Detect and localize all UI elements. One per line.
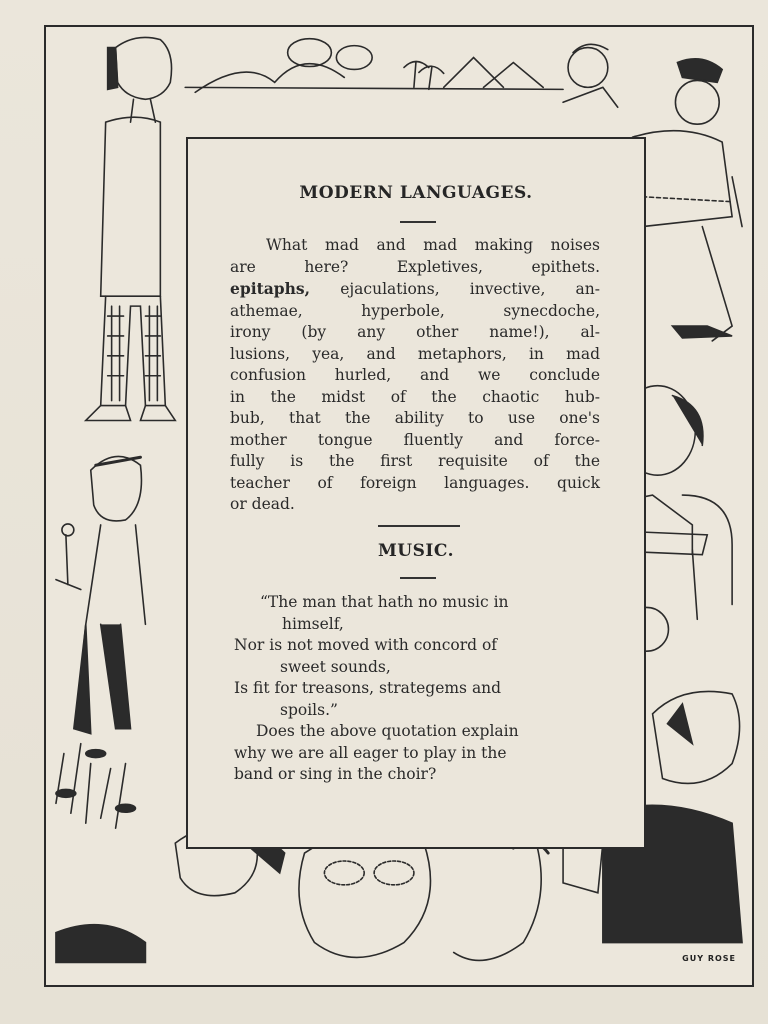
- tall-man-figure: [86, 37, 175, 420]
- crying-man-figure: [56, 456, 145, 733]
- artist-signature: GUY ROSE: [682, 954, 736, 963]
- paragraph-line: irony (by any other name!), al-: [230, 323, 600, 341]
- cartoon-border-frame: [44, 25, 754, 987]
- boy-figure: [563, 44, 618, 107]
- bold-word: epitaphs,: [230, 279, 311, 298]
- paragraph-line: fully is the first requisite of the: [230, 452, 600, 470]
- paragraph-line: athemae, hyperbole, synecdoche,: [230, 301, 600, 320]
- quote-line: himself,: [282, 614, 344, 633]
- paragraph-line: mother tongue fluently and force-: [230, 430, 600, 449]
- paragraph-line: are here? Expletives, epithets.: [230, 257, 600, 276]
- paragraph-line: bub, that the ability to use one's: [230, 409, 600, 427]
- modern-languages-paragraph: [230, 235, 600, 516]
- egypt-landscape-scene: [185, 39, 563, 93]
- question-line: Does the above quotation explain: [256, 722, 519, 740]
- question-line: band or sing in the choir?: [234, 765, 437, 783]
- text-panel: [186, 137, 646, 849]
- paragraph-line: confusion hurled, and we conclude: [230, 366, 600, 384]
- quote-line: Is fit for treasons, strategems and: [234, 679, 502, 697]
- paragraph-line: teacher of foreign languages. quick: [230, 473, 600, 492]
- paragraph-line-text: ejaculations, invective, an-: [340, 280, 600, 298]
- paragraph-line: What mad and mad making noises: [266, 236, 600, 254]
- paragraph-line: in the midst of the chaotic hub-: [230, 387, 600, 406]
- quote-line: Nor is not moved with concord of: [234, 636, 498, 654]
- section-divider: [378, 525, 460, 527]
- heading-rule: [400, 221, 436, 223]
- grass-scene: [56, 744, 145, 963]
- question-line: why we are all eager to play in the: [234, 743, 507, 762]
- heading-rule: [400, 577, 436, 579]
- music-quotation: [230, 592, 610, 786]
- quote-line: spoils.”: [280, 700, 338, 719]
- paragraph-line: [230, 278, 600, 301]
- paragraph-line: lusions, yea, and metaphors, in mad: [230, 344, 600, 363]
- music-heading: MUSIC.: [377, 541, 455, 561]
- modern-languages-heading: MODERN LANGUAGES.: [299, 183, 533, 203]
- quote-line: “The man that hath no music in: [260, 593, 509, 611]
- paragraph-line: or dead.: [230, 495, 295, 513]
- quote-line: sweet sounds,: [280, 657, 391, 676]
